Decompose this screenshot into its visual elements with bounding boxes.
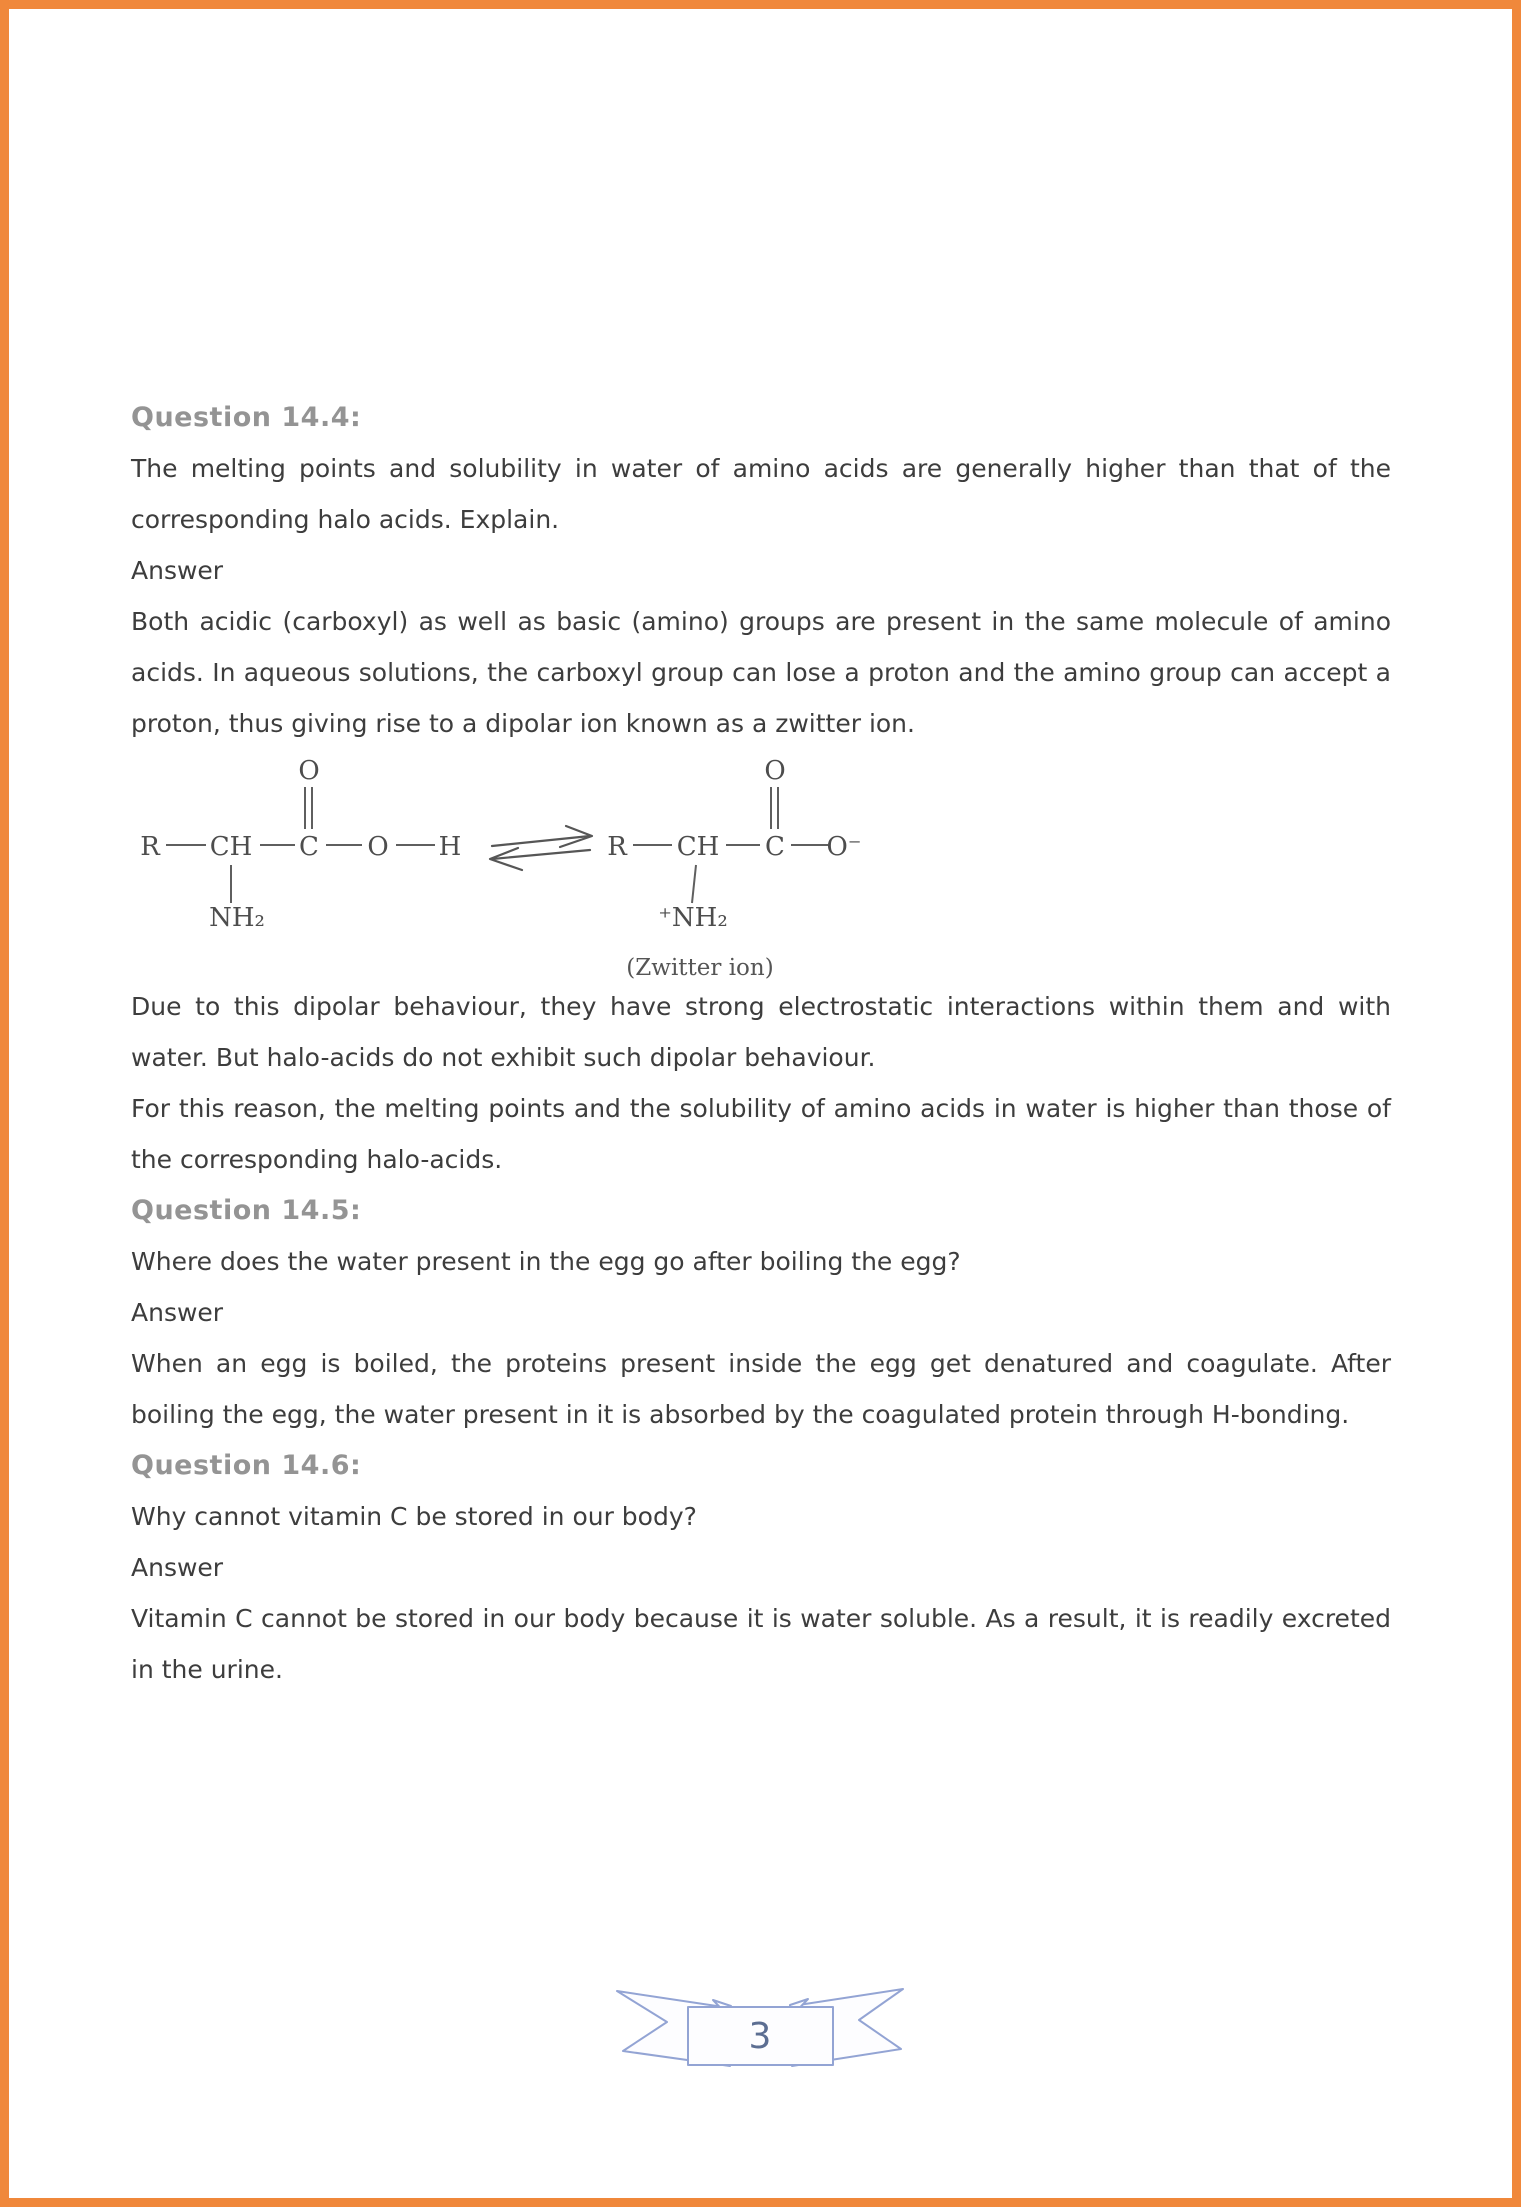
atom-ch-right: CH — [676, 832, 720, 862]
atom-c-left: C — [299, 832, 319, 862]
diagram-caption: (Zwitter ion) — [626, 955, 774, 981]
atom-o-top-right: O — [764, 756, 786, 786]
answer-text: When an egg is boiled, the proteins present inside the egg get denatured and coagulate. After boiling the egg, the water present in it is absorbed by the coagulated protein through H-bonding. — [131, 1349, 1391, 1429]
answer-text: For this reason, the melting points and the solubility of amino acids in water is higher than those of the corresponding halo-acids. — [131, 1094, 1391, 1174]
answer-text: Both acidic (carboxyl) as well as basic (amino) groups are present in the same molecule of amino acids. In aqueous solutions, the carboxyl group can lose a proton and the amino group can accept a proton, thus giving rise to a dipolar ion known as a zwitter ion. — [131, 607, 1391, 738]
qa-section-14-4 — [131, 392, 1391, 1185]
question-heading: Question 14.4: — [131, 402, 362, 433]
amine-group-right: ⁺NH₂ — [658, 903, 728, 933]
question-text: Where does the water present in the egg go after boiling the egg? — [131, 1247, 961, 1276]
question-heading: Question 14.5: — [131, 1195, 362, 1226]
atom-ch-left: CH — [209, 832, 253, 862]
page-number-ribbon — [614, 1986, 906, 2070]
zwitterion-reaction-diagram — [140, 749, 1391, 981]
answer-text: Due to this dipolar behaviour, they have strong electrostatic interactions within them and with water. But halo-acids do not exhibit such dipolar behaviour. — [131, 992, 1391, 1072]
atom-o-minus-right: O⁻ — [826, 832, 862, 862]
qa-section-14-6 — [131, 1440, 1391, 1695]
atom-o-top-left: O — [298, 756, 320, 786]
atom-c-right: C — [765, 832, 785, 862]
question-heading: Question 14.6: — [131, 1450, 362, 1481]
atom-r-right: R — [607, 832, 627, 862]
atom-o-left: O — [367, 832, 389, 862]
answer-label: Answer — [131, 556, 224, 585]
qa-section-14-5 — [131, 1185, 1391, 1440]
answer-text: Vitamin C cannot be stored in our body because it is water soluble. As a result, it is readily excreted in the urine. — [131, 1604, 1391, 1684]
chemical-structure-svg — [140, 749, 940, 981]
amine-group-left: NH₂ — [209, 903, 265, 933]
bond-ch-nh2-right — [692, 865, 696, 903]
question-text: The melting points and solubility in water of amino acids are generally higher than that of the corresponding halo acids. Explain. — [131, 454, 1391, 534]
answer-label: Answer — [131, 1553, 224, 1582]
ribbon-svg — [614, 1986, 906, 2070]
question-text: Why cannot vitamin C be stored in our body? — [131, 1502, 697, 1531]
atom-h-left: H — [438, 832, 462, 862]
page-number: 3 — [748, 2016, 772, 2057]
atom-r-left: R — [140, 832, 160, 862]
answer-label: Answer — [131, 1298, 224, 1327]
equilibrium-arrows — [490, 826, 592, 870]
